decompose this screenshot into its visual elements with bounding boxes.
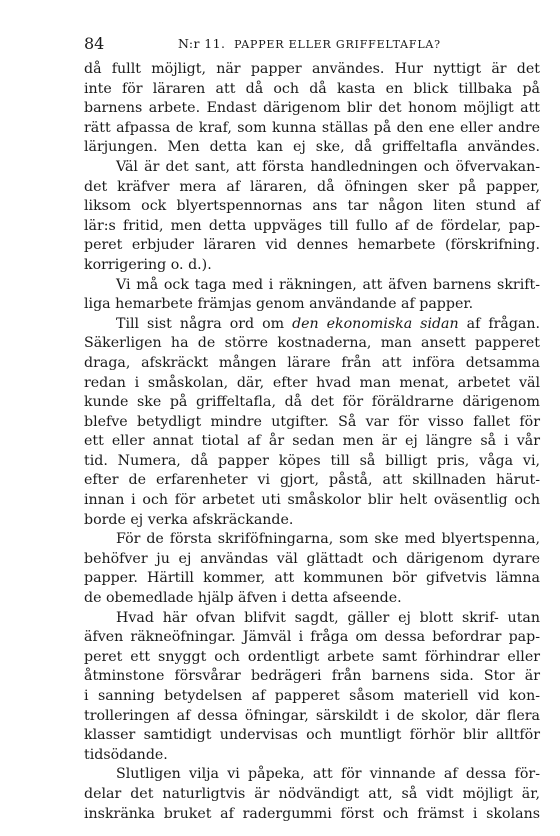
- text-line: trolleringen af dessa öfningar, särskildt i de skolor, där flera: [84, 707, 540, 724]
- text-segment: Till sist några ord om: [116, 315, 293, 332]
- text-line: i sanning betydelsen af papperet såsom materiell vid kon-: [84, 688, 540, 704]
- text-line: blefve betydligt mindre utgifter. Så var för visso fallet för: [84, 413, 540, 430]
- text-line: peret erbjuder läraren vid dennes hemarbete (förskrifning.: [84, 237, 540, 254]
- text-line: redan i småskolan, där, efter hvad man menat, arbetet väl: [84, 374, 540, 391]
- text-line: borde ej verka afskräckande.: [84, 511, 294, 528]
- text-line: inskränka bruket af radergummi först och främst i skolans: [84, 805, 540, 822]
- text-line: lärjungen. Men detta kan ej ske, då griffeltafla användes.: [84, 139, 540, 156]
- text-line: lär:s fritid, men detta uppväges till fullo af de fördelar, pap-: [84, 217, 540, 234]
- text-line: Väl är det sant, att första handledningen och öfvervakan-: [116, 158, 540, 175]
- text-line: barnens arbete. Endast därigenom blir det honom möjligt att: [84, 100, 540, 117]
- text-line: åtminstone försvårar bedrägeri från barnens sida. Stor är: [84, 668, 540, 685]
- text-line: behöfver ju ej användas väl glättadt och därigenom dyrare: [84, 550, 540, 567]
- text-line: tidsödande.: [84, 746, 168, 763]
- text-line: draga, afskräckt mången lärare från att införa detsamma: [84, 354, 540, 371]
- text-line: Slutligen vilja vi påpeka, att för vinnande af dessa för-: [116, 766, 540, 783]
- text-line: då fullt möjligt, när papper användes. Hur nyttigt är det: [84, 61, 540, 77]
- article-title: PAPPER ELLER GRIFFELTAFLA?: [234, 38, 441, 51]
- text-line: det kräfver mera af läraren, då öfningen sker på papper,: [84, 178, 540, 195]
- text-line: liga hemarbete främjas genom användande af papper.: [84, 296, 474, 313]
- text-line: Vi må ock taga med i räkningen, att äfven barnens skrift-: [116, 276, 540, 293]
- text-line: korrigering o. d.).: [84, 256, 212, 273]
- text-line: Säkerligen ha de större kostnaderna, man ansett papperet: [84, 335, 540, 352]
- page-header: [84, 34, 544, 56]
- text-line: För de första skriföfningarna, som ske med blyertspenna,: [116, 531, 540, 548]
- text-line: Hvad här ofvan blifvit sagdt, gäller ej blott skrif- utan: [116, 609, 540, 626]
- text-line: innan i och för arbetet uti småskolor blir helt oväsentlig och: [84, 492, 540, 509]
- body-text: [84, 60, 540, 824]
- issue-number: N:r 11.: [178, 36, 226, 51]
- text-line: [84, 315, 540, 335]
- text-line: de obemedlade hjälp äfven i detta afseende.: [84, 590, 402, 607]
- text-line: papper. Härtill kommer, att kommunen bör gifvetvis lämna: [84, 570, 540, 587]
- text-line: rätt afpassa de kraf, som kunna ställas på den ene eller andre: [84, 119, 540, 136]
- text-line: äfven räkneöfningar. Jämväl i fråga om dessa befordrar pap-: [84, 629, 540, 646]
- text-line: liksom ock blyertspennornas ans tar någon liten stund af: [84, 198, 540, 215]
- text-line: kunde ske på griffeltafla, då det för föräldrarne därigenom: [84, 394, 540, 411]
- text-line: tid. Numera, då papper köpes till så billigt pris, våga vi,: [84, 452, 540, 469]
- emphasized-text: den ekonomiska sidan: [292, 315, 459, 332]
- text-segment: af frågan.: [458, 315, 541, 332]
- running-head: [178, 36, 441, 51]
- text-line: klasser samtidigt undervisas och muntligt förhör blir alltför: [84, 727, 540, 744]
- text-line: efter de erfarenheter vi gjort, påstå, att skillnaden härut-: [84, 472, 540, 489]
- text-line: ett eller annat tiotal af år sedan men är ej längre så i vår: [84, 433, 540, 450]
- text-line: inte för läraren att då och då kasta en blick tillbaka på: [84, 80, 540, 97]
- page-number: 84: [84, 34, 105, 53]
- text-line: delar det naturligtvis är nödvändigt att, så vidt möjligt är,: [84, 785, 540, 802]
- text-line: peret ett snyggt och ordentligt arbete samt förhindrar eller: [84, 648, 540, 665]
